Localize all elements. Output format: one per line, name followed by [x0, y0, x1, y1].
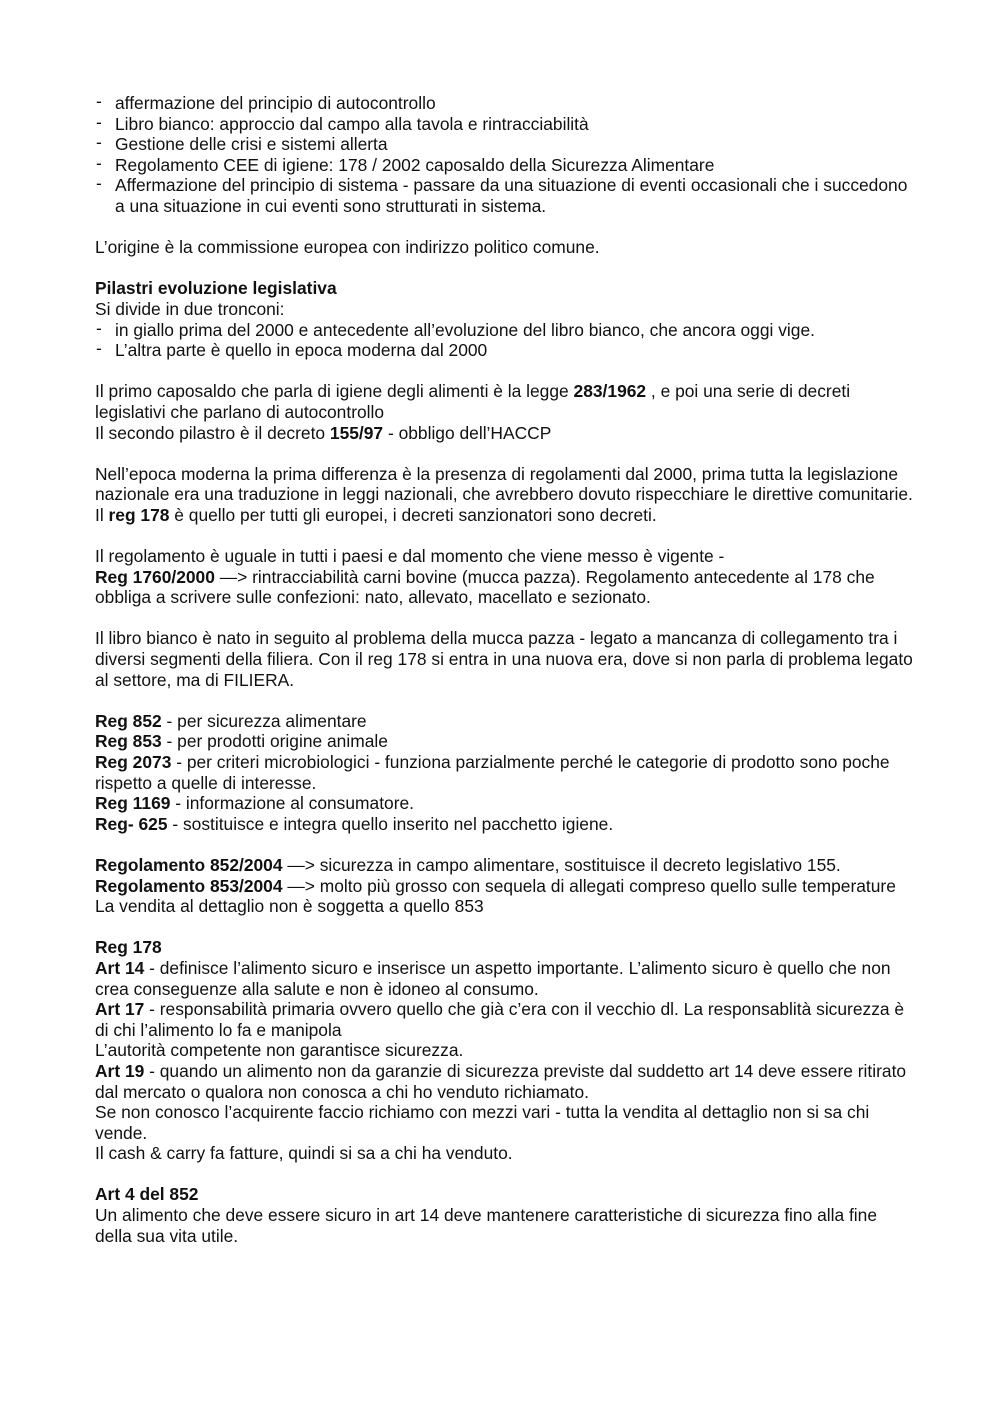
art-19-paragraph: Art 19 - quando un alimento non da garanzie di sicurezza previste dal suddetto art 14 deve essere ritirato dal mercato o qualora non conosca a chi ho venduto richiamato. [95, 1060, 907, 1102]
art-14-paragraph: Art 14 - definisce l’alimento sicuro e inserisce un aspetto importante. L’alimento sicuro è quello che non crea conseguenze alla salute e non è idoneo al consumo. [95, 957, 891, 999]
regolamento-2004-line: Regolamento 852/2004 —> sicurezza in campo alimentare, sostituisce il decreto legislativo 155. [95, 854, 841, 875]
pilastri-heading: Pilastri evoluzione legislativa [95, 278, 337, 299]
regolamento-2004-line: Regolamento 853/2004 —> molto più grosso con sequela di allegati compreso quello sulle temperature [95, 875, 896, 896]
cash-carry-paragraph: Il cash & carry fa fatture, quindi si sa a chi ha venduto. [95, 1143, 513, 1164]
reg-line: Reg 2073 - per criteri microbiologici - funziona parzialmente perché le categorie di prodotto sono poche rispetto a quelle di interesse. [95, 752, 890, 793]
vendita-paragraph: La vendita al dettaglio non è soggetta a quello 853 [95, 896, 484, 917]
list-item: - Libro bianco: approccio dal campo alla tavola e rintracciabilità [95, 114, 915, 135]
reg-1760-paragraph: Reg 1760/2000 —> rintracciabilità carni bovine (mucca pazza). Regolamento antecedente al 178 che obbliga a scrivere sulle confezioni: nato, allevato, macellato e sezionato. [95, 566, 875, 608]
art-4-heading: Art 4 del 852 [95, 1184, 199, 1205]
list-item: - L’altra parte è quello in epoca moderna dal 2000 [95, 340, 915, 361]
reg-178-heading: Reg 178 [95, 937, 162, 958]
art-17-paragraph: Art 17 - responsabilità primaria ovvero quello che già c’era con il vecchio dl. La responsablità sicurezza è di chi l’alimento lo fa e manipola [95, 999, 905, 1040]
art-4-paragraph: Un alimento che deve essere sicuro in art 14 deve mantenere caratteristiche di sicurezza fino alla fine della sua vita utile. [95, 1205, 878, 1246]
reg-line: Reg 853 - per prodotti origine animale [95, 731, 388, 752]
regolamento-paragraph: Il regolamento è uguale in tutti i paesi e dal momento che viene messo è vigente - [95, 546, 725, 567]
list-item: - in giallo prima del 2000 e antecedente all’evoluzione del libro bianco, che ancora oggi vige. [95, 320, 915, 341]
epoca-moderna-paragraph: Nell’epoca moderna la prima differenza è la presenza di regolamenti dal 2000, prima tutta la legislazione nazionale era una traduzione in leggi nazionali, che avrebbero dovuto rispecchiare le direttive comunitarie. [95, 463, 913, 505]
origin-paragraph: L’origine è la commissione europea con indirizzo politico comune. [95, 237, 600, 258]
list-item: - affermazione del principio di autocontrollo [95, 93, 915, 114]
caposaldo-paragraph: Il primo caposaldo che parla di igiene degli alimenti è la legge 283/1962 , e poi una serie di decreti legislativi che parlano di autocontrollo [95, 381, 851, 422]
list-item: - Regolamento CEE di igiene: 178 / 2002 caposaldo della Sicurezza Alimentare [95, 155, 915, 176]
reg-178-paragraph: Il reg 178 è quello per tutti gli europei, i decreti sanzionatori sono decreti. [95, 504, 657, 525]
pilastri-intro: Si divide in due tronconi: [95, 298, 285, 319]
secondo-pilastro-paragraph: Il secondo pilastro è il decreto 155/97 - obbligo dell’HACCP [95, 422, 552, 443]
libro-bianco-paragraph: Il libro bianco è nato in seguito al problema della mucca pazza - legato a mancanza di collegamento tra i diversi segmenti della filiera. Con il reg 178 si entra in una nuova era, dove si non parla di problema legato al settore, ma di FILIERA. [95, 628, 913, 690]
reg-line: Reg 1169 - informazione al consumatore. [95, 793, 415, 814]
reg-line: Reg- 625 - sostituisce e integra quello inserito nel pacchetto igiene. [95, 813, 614, 834]
pilastri-list [95, 320, 915, 361]
acquirente-paragraph: Se non conosco l’acquirente faccio richiamo con mezzi vari - tutta la vendita al dettaglio non si sa chi vende. [95, 1102, 870, 1143]
reg-line: Reg 852 - per sicurezza alimentare [95, 710, 367, 731]
document-page [95, 93, 915, 1246]
list-item: - Gestione delle crisi e sistemi allerta [95, 134, 915, 155]
list-item: - Affermazione del principio di sistema - passare da una situazione di eventi occasionali che i succedono a una situazione in cui eventi sono strutturati in sistema. [95, 175, 915, 216]
autorita-paragraph: L’autorità competente non garantisce sicurezza. [95, 1040, 464, 1061]
intro-list [95, 93, 915, 217]
